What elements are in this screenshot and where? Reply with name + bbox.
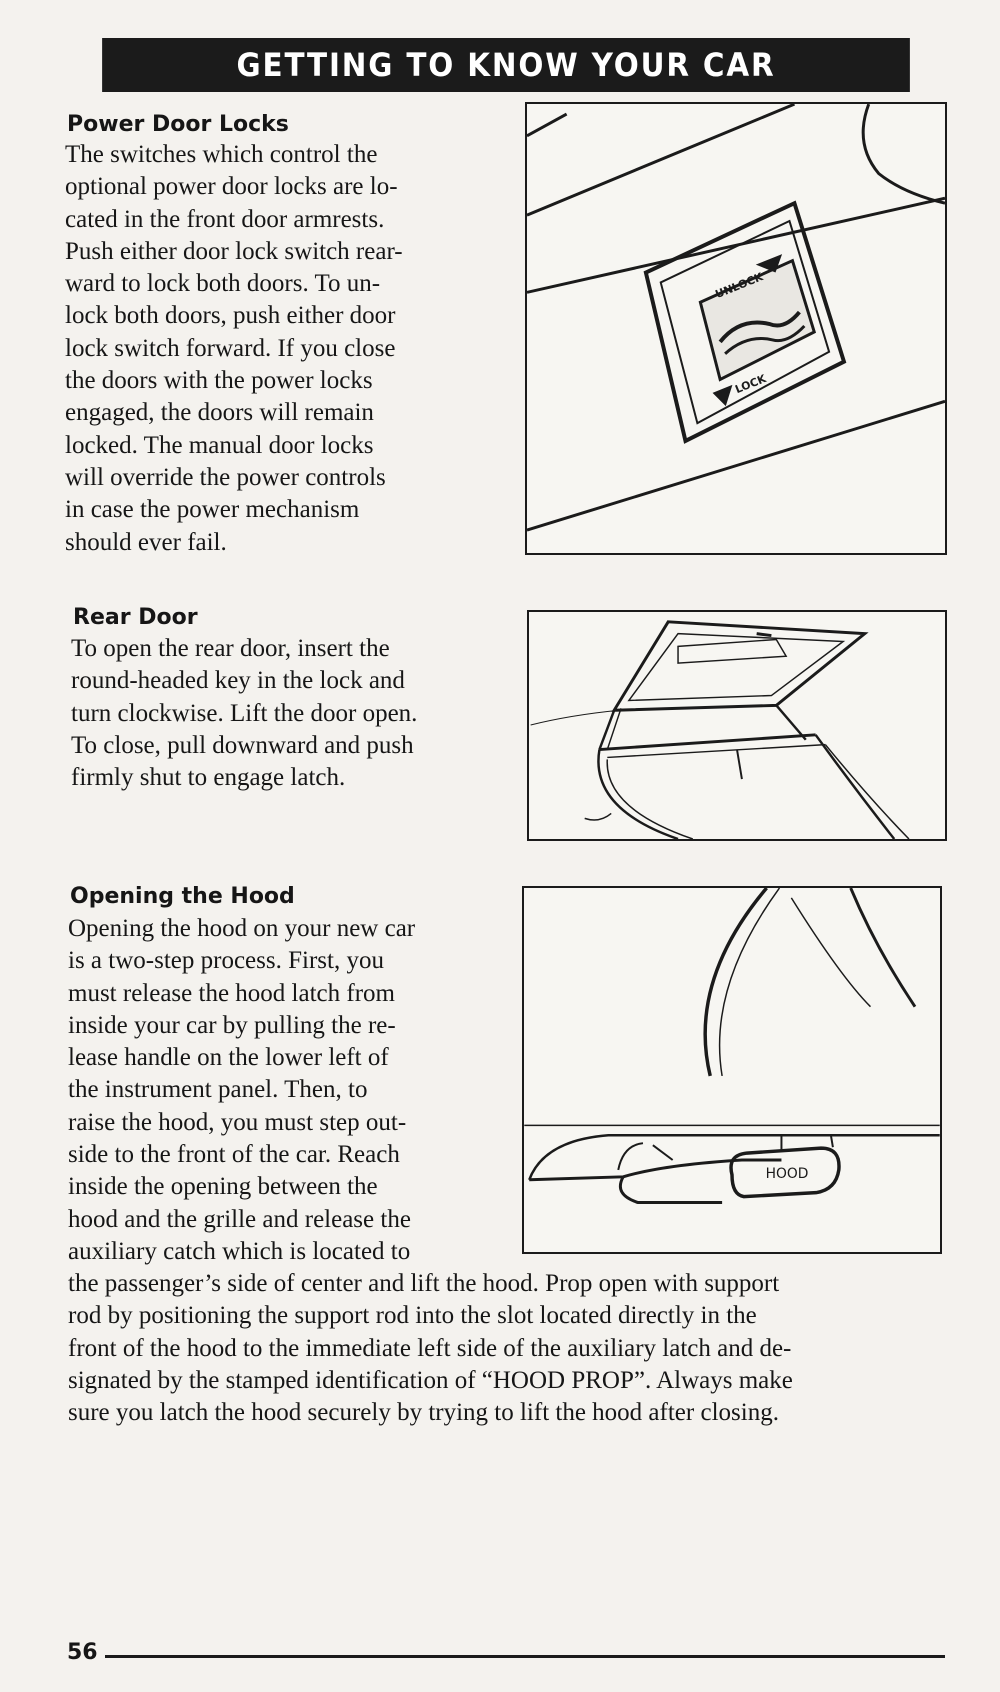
page-title-banner: GETTING TO KNOW YOUR CAR <box>102 38 910 92</box>
opening-the-hood-heading: Opening the Hood <box>70 884 295 909</box>
power-door-locks-heading: Power Door Locks <box>67 112 289 137</box>
rear-door-illustration <box>527 610 947 841</box>
opening-the-hood-text-narrow: Opening the hood on your new car is a two-step process. First, you must release the hood latch from inside your car by pulling the re- lease handle on the lower left of the instrument panel. Then, to raise the hood, you must step out- side to the front of the car. Reach inside the opening between the hood and the grille and release the auxiliary catch which is located to <box>68 915 416 1265</box>
rear-door-text: To open the rear door, insert the round-headed key in the lock and turn clockwise. Lift the door open. To close, pull downward and push firmly shut to engage latch. <box>71 635 418 792</box>
door-lock-switch-drawing <box>527 104 945 553</box>
power-door-locks-text: The switches which control the optional power door locks are lo- cated in the front door armrests. Push either door lock switch rear- ward to lock both doors. To un- lock both doors, push either door lock switch forward. If you close the doors with the power locks engaged, the doors will remain locked. The manual door locks will override the power controls in case the power mechanism should ever fail. <box>65 141 403 556</box>
rear-door-heading: Rear Door <box>73 605 198 630</box>
footer-rule <box>105 1655 945 1658</box>
hood-handle-label: HOOD <box>765 1165 809 1182</box>
hood-release-illustration <box>522 886 942 1254</box>
hood-release-drawing <box>524 888 940 1252</box>
door-lock-switch-illustration <box>525 102 947 555</box>
rear-door-drawing <box>529 612 945 839</box>
unlock-label: UNLOCK <box>713 270 765 302</box>
lock-label: LOCK <box>733 372 768 397</box>
page-number: 56 <box>67 1640 98 1665</box>
opening-the-hood-text-wide: the passenger’s side of center and lift the hood. Prop open with support rod by positioning the support rod into the slot located directly in the front of the hood to the immediate left side of the auxiliary latch and de- signated by the stamped identification of “HOOD PROP”. Always make sure you latch the hood securely by trying to lift the hood after closing. <box>68 1270 793 1427</box>
